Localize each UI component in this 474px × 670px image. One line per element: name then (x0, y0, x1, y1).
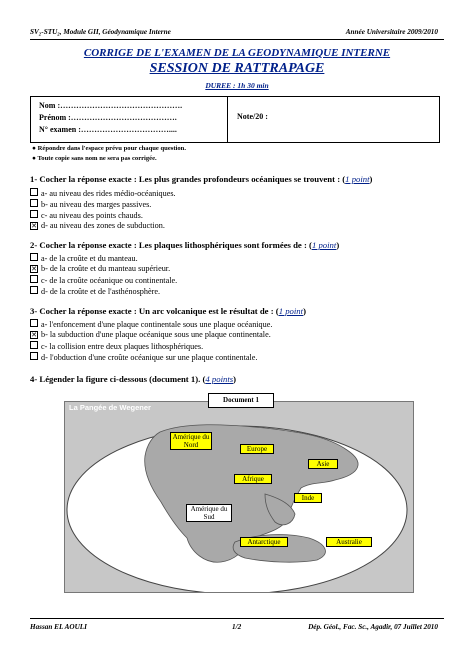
question-2: 2- Cocher la réponse exacte : Les plaques lithosphériques sont formées de : (1 point) (30, 240, 340, 250)
option-2c[interactable]: c- de la croûte océanique ou continentale. (30, 275, 177, 285)
question-points: 4 points (205, 374, 234, 384)
label-antarctique: Antarctique (240, 537, 288, 547)
checkbox[interactable] (30, 210, 38, 218)
option-2b[interactable]: ✕ b- de la croûte et du manteau supérieur. (31, 264, 171, 273)
question-points: 1 point (345, 174, 370, 184)
question-3: 3- Cocher la réponse exacte : Un arc volcanique est le résultat de : (1 point) (30, 306, 306, 316)
option-2a[interactable]: a- de la croûte et du manteau. (30, 253, 138, 263)
option-1b[interactable]: b- au niveau des marges passives. (30, 199, 151, 209)
label-amerique-nord: Amérique du Nord (170, 432, 212, 450)
label-amerique-sud: Amérique du Sud (186, 504, 232, 522)
checkbox[interactable] (30, 319, 38, 327)
identification-box (30, 96, 440, 143)
checkbox[interactable] (30, 341, 38, 349)
option-3c[interactable]: c- la collision entre deux plaques lithosphériques. (30, 341, 203, 351)
exam-title: CORRIGE DE L'EXAMEN DE LA GEODYNAMIQUE INTERNE (83, 47, 391, 59)
prenom-field[interactable]: Prénom :…………………………………. (39, 113, 177, 122)
footer-page-number: 1/2 (232, 623, 242, 631)
checkbox[interactable] (30, 253, 38, 261)
checkbox-checked[interactable]: ✕ (31, 222, 37, 230)
checkbox[interactable] (30, 275, 38, 283)
note-field[interactable]: Note/20 : (237, 112, 268, 121)
header-right: Année Universitaire 2009/2010 (345, 28, 438, 36)
option-1d[interactable]: ✕ d- au niveau des zones de subduction. (31, 221, 165, 230)
pangea-map-drawing (65, 402, 413, 592)
map-title: La Pangée de Wegener (69, 403, 151, 412)
label-australie: Australie (326, 537, 372, 547)
exam-duration: DUREE : 1h 30 min (205, 81, 269, 90)
header-left: SV₂-STU₂, Module GII, Géodynamique Interne (30, 28, 171, 36)
checkbox-checked[interactable]: ✕ (31, 331, 37, 339)
option-1c[interactable]: c- au niveau des points chauds. (30, 210, 143, 220)
question-points: 1 point (311, 240, 337, 250)
option-2d[interactable]: d- de la croûte et de l'asthénosphère. (30, 286, 160, 296)
footer-divider (30, 618, 444, 619)
nom-field[interactable]: Nom :………………………………………. (39, 101, 183, 110)
option-3b[interactable]: ✕ b- la subduction d'une plaque océanique sous une plaque continentale. (31, 330, 271, 339)
label-inde: Inde (294, 493, 322, 503)
footer-author: Hassan EL AOULI (30, 623, 87, 631)
question-4: 4- Légender la figure ci-dessous (document 1). (4 points) (30, 374, 237, 384)
checkbox[interactable] (30, 188, 38, 196)
question-points: 1 point (278, 306, 304, 316)
label-afrique: Afrique (234, 474, 272, 484)
session-title: SESSION DE RATTRAPAGE (149, 61, 325, 76)
footer-department: Dép. Géol., Fac. Sc., Agadir, 07 Juillet 2010 (308, 623, 438, 631)
checkbox[interactable] (30, 199, 38, 207)
instruction-item: ● Répondre dans l'espace prévu pour chaque question. (32, 145, 186, 152)
checkbox[interactable] (30, 286, 38, 294)
checkbox-checked[interactable]: ✕ (31, 265, 37, 273)
label-europe: Europe (240, 444, 274, 454)
bullet-icon: ● (32, 145, 36, 152)
option-3d[interactable]: d- l'obduction d'une croûte océanique sur une plaque continentale. (30, 352, 257, 362)
document-label: Document 1 (208, 393, 274, 408)
option-3a[interactable]: a- l'enfoncement d'une plaque continentale sous une plaque océanique. (30, 319, 272, 329)
question-1: 1- Cocher la réponse exacte : Les plus grandes profondeurs océaniques se trouvent : (1 point) (30, 174, 373, 184)
header-divider (30, 39, 444, 40)
option-1a[interactable]: a- au niveau des rides médio-océaniques. (30, 188, 176, 198)
label-asie: Asie (308, 459, 338, 469)
identification-divider (227, 97, 228, 142)
instruction-item: ● Toute copie sans nom ne sera pas corrigée. (32, 155, 157, 162)
examen-number-field[interactable]: N° examen :…………………………….... (39, 125, 177, 134)
checkbox[interactable] (30, 352, 38, 360)
bullet-icon: ● (32, 155, 36, 162)
pangea-map (64, 401, 414, 593)
